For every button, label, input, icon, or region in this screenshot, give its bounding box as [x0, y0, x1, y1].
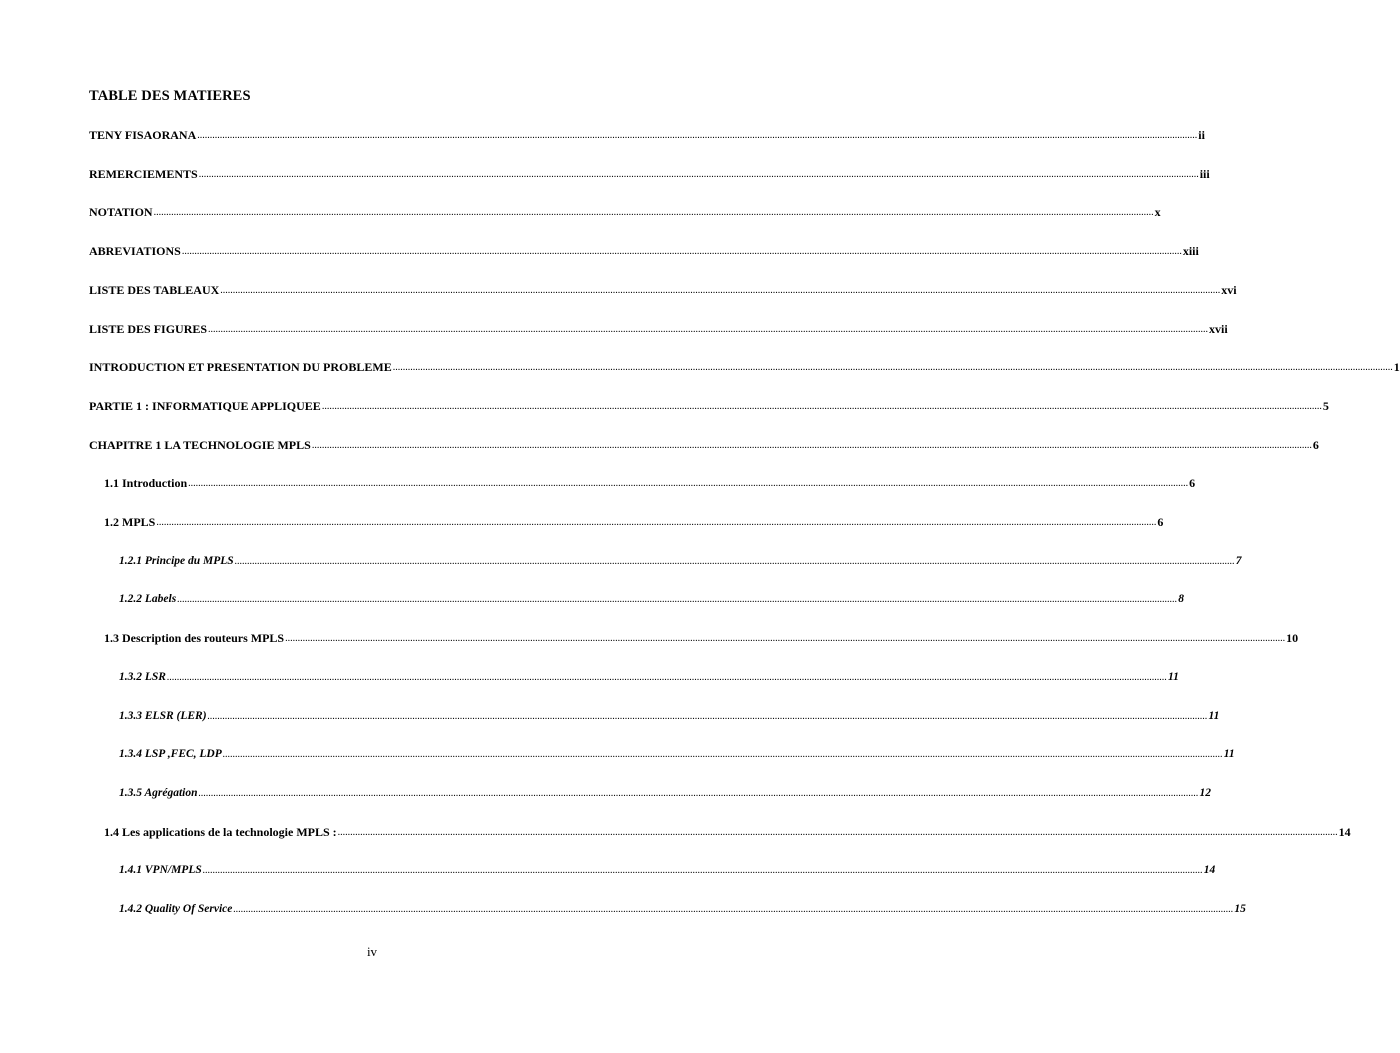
toc-leader-dots: ................................................................................................................................................................................................................................................................................................................................................................................................................ [285, 633, 1286, 645]
toc-entry[interactable] [119, 668, 1179, 684]
toc-title: TABLE DES MATIERES [89, 88, 251, 104]
toc-entry[interactable] [119, 900, 1246, 916]
toc-entry[interactable] [89, 165, 1210, 181]
toc-entry[interactable] [104, 823, 1351, 839]
toc-entry-page: 12 [1199, 786, 1211, 799]
toc-leader-dots: ................................................................................................................................................................................................................................................................................................................................................................................................................ [392, 362, 1393, 374]
toc-entry[interactable] [89, 203, 1161, 220]
toc-entry-page: 11 [1167, 670, 1179, 683]
toc-entry-page: 7 [1235, 554, 1242, 567]
toc-entry[interactable] [89, 358, 1400, 375]
toc-entry[interactable] [104, 513, 1164, 529]
toc-entry-page: xiii [1182, 244, 1199, 259]
toc-entry-label: INTRODUCTION ET PRESENTATION DU PROBLEME [89, 360, 392, 375]
toc-entry-label: LISTE DES TABLEAUX [89, 282, 220, 297]
toc-entry-label: 1.1 Introduction [104, 476, 188, 491]
toc-leader-dots: ................................................................................................................................................................................................................................................................................................................................................................................................................ [321, 400, 1322, 412]
toc-leader-dots: ................................................................................................................................................................................................................................................................................................................................................................................................................ [208, 323, 1209, 335]
toc-leader-dots: ................................................................................................................................................................................................................................................................................................................................................................................................................ [220, 284, 1221, 296]
toc-leader-dots: ................................................................................................................................................................................................................................................................................................................................................................................................................ [177, 594, 1178, 606]
page-number: iv [366, 944, 378, 959]
toc-entry[interactable] [89, 436, 1319, 452]
toc-leader-dots: ................................................................................................................................................................................................................................................................................................................................................................................................................ [198, 168, 1199, 180]
toc-entry-label: 1.3 Description des routeurs MPLS [104, 631, 285, 646]
toc-entry-page: x [1154, 205, 1161, 220]
toc-entry-label: CHAPITRE 1 LA TECHNOLOGIE MPLS [89, 437, 311, 452]
toc-entry-label: 1.3.3 ELSR (LER) [119, 709, 207, 722]
toc-entry-page: 6 [1189, 476, 1196, 491]
toc-entry-page: xvi [1221, 282, 1237, 297]
toc-entry[interactable] [89, 281, 1237, 297]
toc-entry-page: 15 [1234, 903, 1246, 915]
toc-entry[interactable] [104, 474, 1196, 491]
toc-leader-dots: ................................................................................................................................................................................................................................................................................................................................................................................................................ [202, 865, 1203, 877]
toc-entry-page: 6 [1157, 515, 1164, 529]
toc-entry-label: 1.3.4 LSP ,FEC, LDP [119, 748, 222, 761]
toc-entry-label: 1.4.2 Quality Of Service [119, 903, 233, 915]
toc-leader-dots: ................................................................................................................................................................................................................................................................................................................................................................................................................ [198, 787, 1199, 799]
toc-entry-page: 6 [1312, 437, 1319, 452]
toc-entry[interactable] [104, 629, 1299, 646]
toc-entry-label: TENY FISAORANA [89, 128, 197, 142]
toc-entry-label: 1.4.1 VPN/MPLS [119, 864, 202, 877]
toc-entry[interactable] [119, 707, 1220, 723]
toc-entry-page: 10 [1286, 631, 1299, 646]
toc-leader-dots: ................................................................................................................................................................................................................................................................................................................................................................................................................ [156, 517, 1157, 528]
toc-leader-dots: ................................................................................................................................................................................................................................................................................................................................................................................................................ [233, 904, 1234, 915]
toc-entry-page: iii [1199, 166, 1210, 181]
toc-entry-page: 14 [1203, 864, 1216, 877]
toc-entry-page: 14 [1338, 824, 1351, 839]
toc-leader-dots: ................................................................................................................................................................................................................................................................................................................................................................................................................ [197, 130, 1198, 141]
toc-leader-dots: ................................................................................................................................................................................................................................................................................................................................................................................................................ [181, 246, 1182, 258]
toc-entry-label: NOTATION [89, 205, 153, 220]
toc-entry-label: REMERCIEMENTS [89, 166, 198, 181]
toc-entry[interactable] [89, 320, 1228, 336]
toc-entry[interactable] [119, 745, 1235, 761]
toc-entry-label: PARTIE 1 : INFORMATIQUE APPLIQUEE [89, 398, 321, 413]
toc-entry-page: 8 [1178, 593, 1184, 606]
toc-leader-dots: ................................................................................................................................................................................................................................................................................................................................................................................................................ [311, 439, 1312, 451]
toc-entry-page: 1 [1393, 360, 1400, 375]
toc-leader-dots: ................................................................................................................................................................................................................................................................................................................................................................................................................ [153, 207, 1154, 219]
toc-entry-label: 1.2.2 Labels [119, 593, 177, 606]
toc-entry-page: 5 [1322, 398, 1329, 413]
toc-entry-label: 1.2.1 Principe du MPLS [119, 554, 234, 567]
toc-entry[interactable] [89, 242, 1199, 259]
toc-leader-dots: ................................................................................................................................................................................................................................................................................................................................................................................................................ [234, 555, 1235, 567]
toc-leader-dots: ................................................................................................................................................................................................................................................................................................................................................................................................................ [166, 671, 1167, 683]
toc-entry[interactable] [119, 552, 1242, 568]
toc-entry-label: 1.3.5 Agrégation [119, 786, 198, 799]
toc-entry-label: 1.4 Les applications de la technologie MPLS : [104, 824, 337, 839]
toc-entry-page: xvii [1209, 321, 1228, 336]
toc-leader-dots: ................................................................................................................................................................................................................................................................................................................................................................................................................ [207, 710, 1208, 722]
toc-leader-dots: ................................................................................................................................................................................................................................................................................................................................................................................................................ [222, 749, 1223, 761]
toc-leader-dots: ................................................................................................................................................................................................................................................................................................................................................................................................................ [188, 478, 1189, 490]
toc-entry-page: 11 [1223, 748, 1235, 761]
toc-entry[interactable] [89, 126, 1205, 142]
toc-entry-label: ABREVIATIONS [89, 244, 181, 259]
toc-entry[interactable] [119, 861, 1216, 877]
toc-entry[interactable] [119, 590, 1184, 606]
toc-entry-page: ii [1198, 128, 1205, 142]
toc-entry[interactable] [89, 397, 1329, 413]
toc-entry[interactable] [119, 784, 1211, 800]
toc-entry-label: 1.2 MPLS [104, 515, 156, 529]
toc-leader-dots: ................................................................................................................................................................................................................................................................................................................................................................................................................ [337, 826, 1338, 838]
toc-entry-page: 11 [1208, 709, 1220, 722]
toc-entry-label: LISTE DES FIGURES [89, 321, 208, 336]
toc-entry-label: 1.3.2 LSR [119, 670, 166, 683]
